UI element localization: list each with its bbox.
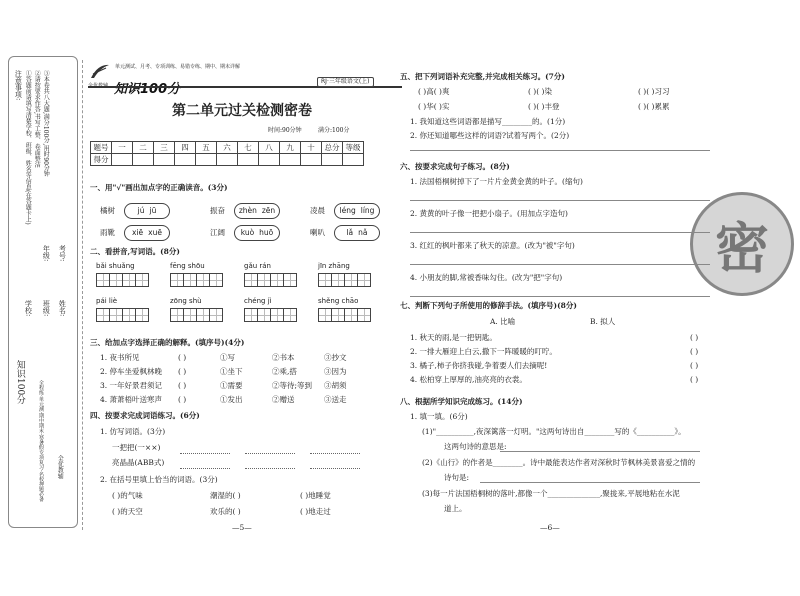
score-cell xyxy=(154,154,175,166)
q6-item: 3. 红红的枫叶都来了秋天的凉意。(改为"被"字句) xyxy=(410,241,575,250)
char-cell xyxy=(244,273,258,287)
char-cell xyxy=(270,308,284,322)
q7-option-b: B. 拟人 xyxy=(590,317,616,326)
q5-blank: ( )( )习习 xyxy=(638,87,670,96)
stamp-char: 密 xyxy=(715,215,769,280)
school-label: 学校: xyxy=(24,300,33,317)
q4-sub1: 1. 仿写词语。(3分) xyxy=(100,427,166,436)
grade-label: 年级: xyxy=(42,245,51,262)
score-header-cell: 题号 xyxy=(91,142,112,154)
brand-swoosh-icon xyxy=(90,62,110,80)
q3-answer-paren: ( ) xyxy=(178,381,187,390)
q7-answer-paren: ( ) xyxy=(690,347,699,356)
score-header-cell: 五 xyxy=(196,142,217,154)
score-cell xyxy=(217,154,238,166)
score-header-cell: 十 xyxy=(301,142,322,154)
score-header-cell: 四 xyxy=(175,142,196,154)
q2-title: 二、看拼音,写词语。(8分) xyxy=(90,247,180,256)
score-cell xyxy=(343,154,364,166)
char-cell xyxy=(96,308,110,322)
q7-item: 4. 松柏穿上厚厚的,油亮亮的衣裳。 xyxy=(410,375,527,384)
char-cell xyxy=(109,308,123,322)
q2-pinyin: chéng jì xyxy=(244,297,272,305)
q6-title: 六、按要求完成句子练习。(8分) xyxy=(400,162,510,171)
q3-sentence: 3. 一年好景君须记 xyxy=(100,381,163,390)
char-cell xyxy=(135,273,149,287)
page-number-left: —5— xyxy=(232,523,252,532)
q3-option: ①写 xyxy=(220,353,235,362)
q3-option: ①发出 xyxy=(220,395,243,404)
exam-full-score: 满分:100分 xyxy=(318,127,350,134)
pinyin-option: nǎ xyxy=(358,228,368,237)
q2-pinyin: fēng shōu xyxy=(170,262,205,270)
q8-line1b: 这两句诗的意思是: xyxy=(444,442,507,451)
notice-2: ②请按要求作答,书写工整、卷面整洁 xyxy=(33,70,41,168)
char-cell xyxy=(122,308,136,322)
char-cell xyxy=(318,308,332,322)
sidebar-ad: 全程练·单元测·期中期末·寒暑假专项复习·名校押题必备 xyxy=(38,380,44,502)
char-cell xyxy=(96,273,110,287)
score-cell xyxy=(196,154,217,166)
answer-line xyxy=(410,296,710,297)
char-cell xyxy=(257,273,271,287)
q8-title: 八、根据所学知识完成练习。(14分) xyxy=(400,397,523,406)
header-brand: 全优教辅 xyxy=(88,83,109,89)
score-table xyxy=(90,141,364,166)
q6-item: 4. 小朋友的脚,常被香味勾住。(改为"把"字句) xyxy=(410,273,563,282)
char-cell xyxy=(183,273,197,287)
q2-char-grid xyxy=(96,273,148,287)
char-cell xyxy=(331,308,345,322)
score-cell xyxy=(238,154,259,166)
q8-line2: (2)《山行》的作者是________。诗中最能表达作者对深秋时节枫林美景喜爱之情的 xyxy=(422,458,696,467)
answer-line xyxy=(410,200,710,201)
q3-option: ③胡须 xyxy=(324,381,347,390)
score-cell xyxy=(175,154,196,166)
answer-line xyxy=(410,264,710,265)
pinyin-option: líng xyxy=(360,206,375,215)
sidebar-brand: 全优教辅 xyxy=(56,455,64,479)
q3-answer-paren: ( ) xyxy=(178,395,187,404)
secret-stamp xyxy=(690,192,794,296)
q7-title: 七、判断下列句子所使用的修辞手法。(填序号)(8分) xyxy=(400,301,577,310)
grade-tag: RJ·三年级语文(上) xyxy=(317,77,374,87)
sidebar-logo: 知识100分 xyxy=(14,360,25,405)
q2-pinyin: shěng chāo xyxy=(318,297,359,305)
pinyin-option: xiē xyxy=(132,228,144,237)
header-tagline: 单元测试、月考、专项训练、易错专练、期中、期末详解 xyxy=(115,64,241,70)
score-header-cell: 等级 xyxy=(343,142,364,154)
q5-blank: ( )( )累累 xyxy=(638,102,670,111)
score-header-cell: 八 xyxy=(259,142,280,154)
score-header-cell: 总分 xyxy=(322,142,343,154)
pinyin-option: huō xyxy=(259,228,274,237)
q1-word: 振奋 xyxy=(210,206,225,215)
char-cell xyxy=(283,308,297,322)
char-cell xyxy=(331,273,345,287)
q2-pinyin: jīn zhāng xyxy=(318,262,350,270)
pinyin-option: zēn xyxy=(261,206,276,215)
pinyin-cloud xyxy=(234,225,280,241)
score-header-cell: 二 xyxy=(133,142,154,154)
q3-option: ②书本 xyxy=(272,353,295,362)
char-cell xyxy=(196,273,210,287)
fold-line xyxy=(82,60,83,530)
q8-line1: (1)"__________,夜深篱落一灯明。"这两句诗出自________写的《__________》。 xyxy=(422,427,686,436)
q8-line3b: 道上。 xyxy=(444,504,467,513)
q3-title: 三、给加点字选择正确的解释。(填序号)(4分) xyxy=(90,338,245,347)
char-cell xyxy=(170,273,184,287)
q2-pinyin: zōng shù xyxy=(170,297,202,305)
pinyin-option: jū xyxy=(149,206,157,215)
q5-sub1: 1. 我知道这些词语都是描写________的。(1分) xyxy=(410,117,566,126)
q7-answer-paren: ( ) xyxy=(690,375,699,384)
q3-answer-paren: ( ) xyxy=(178,353,187,362)
q3-sentence: 1. 夜书所见 xyxy=(100,353,140,362)
q3-sentence: 2. 停车坐爱枫林晚 xyxy=(100,367,163,376)
score-header-cell: 一 xyxy=(112,142,133,154)
q1-word: 凌晨 xyxy=(310,206,325,215)
q7-answer-paren: ( ) xyxy=(690,361,699,370)
score-cell xyxy=(280,154,301,166)
exam-title: 第二单元过关检测密卷 xyxy=(172,103,312,119)
char-cell xyxy=(357,308,371,322)
char-cell xyxy=(109,273,123,287)
q4-blank: 欢乐的( ) xyxy=(210,507,241,516)
score-header-cell: 六 xyxy=(217,142,238,154)
q3-answer-paren: ( ) xyxy=(178,367,187,376)
score-cell xyxy=(133,154,154,166)
q4-example1: 一把把(一××) xyxy=(112,443,161,452)
q2-char-grid xyxy=(318,308,370,322)
q7-answer-paren: ( ) xyxy=(690,333,699,342)
q3-option: ①需要 xyxy=(220,381,243,390)
notice-3: ③本卷共八大题,满分100分,用时90分钟 xyxy=(42,70,50,177)
q1-word: 江阔 xyxy=(210,228,225,237)
q3-sentence: 4. 萧萧梧叶送寒声 xyxy=(100,395,163,404)
page-number-right: —6— xyxy=(540,523,560,532)
q5-blank: ( )高( )爽 xyxy=(418,87,450,96)
q5-blank: ( )( )染 xyxy=(528,87,552,96)
q4-blank: 潮湿的( ) xyxy=(210,491,241,500)
q3-option: ②乘,搭 xyxy=(272,367,297,376)
q1-title: 一、用"√"画出加点字的正确读音。(3分) xyxy=(90,183,228,192)
pinyin-cloud xyxy=(334,225,380,241)
pinyin-option: zhèn xyxy=(238,206,257,215)
header-logo: 知识100分 xyxy=(114,82,181,97)
pinyin-cloud xyxy=(234,203,280,219)
q2-char-grid xyxy=(244,308,296,322)
pinyin-option: lǎ xyxy=(346,228,354,237)
q2-pinyin: gǎu rán xyxy=(244,262,271,270)
char-cell xyxy=(344,273,358,287)
score-header-cell: 七 xyxy=(238,142,259,154)
q3-option: ③抄文 xyxy=(324,353,347,362)
q2-pinyin: bǎi shuǎng xyxy=(96,262,135,270)
q4-blank: ( )地睡觉 xyxy=(300,491,331,500)
q6-item: 2. 黄黄的叶子像一把把小扇子。(用加点字造句) xyxy=(410,209,568,218)
q4-blank: ( )的气味 xyxy=(112,491,143,500)
q8-line3: (3)每一片法国梧桐树的落叶,都像一个______________,聚拢来,平展地粘在水泥 xyxy=(422,489,680,498)
q3-option: ③送走 xyxy=(324,395,347,404)
q2-char-grid xyxy=(318,273,370,287)
char-cell xyxy=(209,308,223,322)
q3-option: ①坐下 xyxy=(220,367,243,376)
q2-char-grid xyxy=(170,308,222,322)
q7-item: 2. 一排大雁迎上白云,撒下一阵暖暖的叮咛。 xyxy=(410,347,557,356)
char-cell xyxy=(357,273,371,287)
q3-option: ②等待;等到 xyxy=(272,381,313,390)
q8-line2b: 诗句是: xyxy=(444,473,470,482)
char-cell xyxy=(209,273,223,287)
char-cell xyxy=(196,308,210,322)
score-header-cell: 三 xyxy=(154,142,175,154)
q2-char-grid xyxy=(244,273,296,287)
pinyin-option: léng xyxy=(339,206,356,215)
q1-word: 雨靴 xyxy=(100,228,115,237)
q5-sub2: 2. 你还知道哪些这样的词语?试着写两个。(2分) xyxy=(410,131,570,140)
q8-sub1: 1. 填一填。(6分) xyxy=(410,412,468,421)
char-cell xyxy=(135,308,149,322)
char-cell xyxy=(270,273,284,287)
pinyin-cloud xyxy=(334,203,380,219)
notice-1: ①答题前请填写清楚学校、班级、姓名等信息(在答题卡上) xyxy=(24,70,32,225)
q1-word: 橘树 xyxy=(100,206,115,215)
char-cell xyxy=(318,273,332,287)
q4-title: 四、按要求完成词语练习。(6分) xyxy=(90,411,200,420)
q2-char-grid xyxy=(96,308,148,322)
q2-pinyin: pái liè xyxy=(96,297,118,305)
q4-blank: ( )的天空 xyxy=(112,507,143,516)
score-row-label: 得分 xyxy=(91,154,112,166)
pinyin-cloud xyxy=(124,225,170,241)
char-cell xyxy=(183,308,197,322)
pinyin-option: jú xyxy=(137,206,145,215)
char-cell xyxy=(170,308,184,322)
q3-option: ②赠送 xyxy=(272,395,295,404)
char-cell xyxy=(283,273,297,287)
pinyin-cloud xyxy=(124,203,170,219)
q4-example2: 亮晶晶(ABB式) xyxy=(112,458,165,467)
number-label: 考号: xyxy=(58,245,67,262)
class-label: 班级: xyxy=(42,300,51,317)
char-cell xyxy=(344,308,358,322)
q4-blank: ( )地走过 xyxy=(300,507,331,516)
q7-item: 1. 秋天的雨,是一把钥匙。 xyxy=(410,333,497,342)
q7-item: 3. 橘子,柿子你挤我碰,争着要人们去摘呢! xyxy=(410,361,548,370)
exam-time: 时间:90分钟 xyxy=(268,127,302,134)
answer-line xyxy=(410,232,710,233)
score-cell xyxy=(322,154,343,166)
q7-option-a: A. 比喻 xyxy=(490,317,516,326)
q4-sub2: 2. 在括号里填上恰当的词语。(3分) xyxy=(100,475,218,484)
score-cell xyxy=(301,154,322,166)
char-cell xyxy=(244,308,258,322)
char-cell xyxy=(257,308,271,322)
pinyin-option: kuò xyxy=(240,228,255,237)
q5-title: 五、把下列词语补充完整,并完成相关练习。(7分) xyxy=(400,72,565,81)
score-cell xyxy=(112,154,133,166)
score-header-cell: 九 xyxy=(280,142,301,154)
pinyin-option: xuē xyxy=(148,228,162,237)
notice-heading: 注意事项: xyxy=(14,70,23,101)
q5-blank: ( )( )丰登 xyxy=(528,102,560,111)
q6-item: 1. 法国梧桐树掉下了一片片金黄金黄的叶子。(缩句) xyxy=(410,177,583,186)
char-cell xyxy=(122,273,136,287)
q3-option: ③因为 xyxy=(324,367,347,376)
q2-char-grid xyxy=(170,273,222,287)
name-label: 姓名: xyxy=(58,300,67,317)
score-cell xyxy=(259,154,280,166)
q5-blank: ( )华( )实 xyxy=(418,102,450,111)
q1-word: 喇叭 xyxy=(310,228,325,237)
